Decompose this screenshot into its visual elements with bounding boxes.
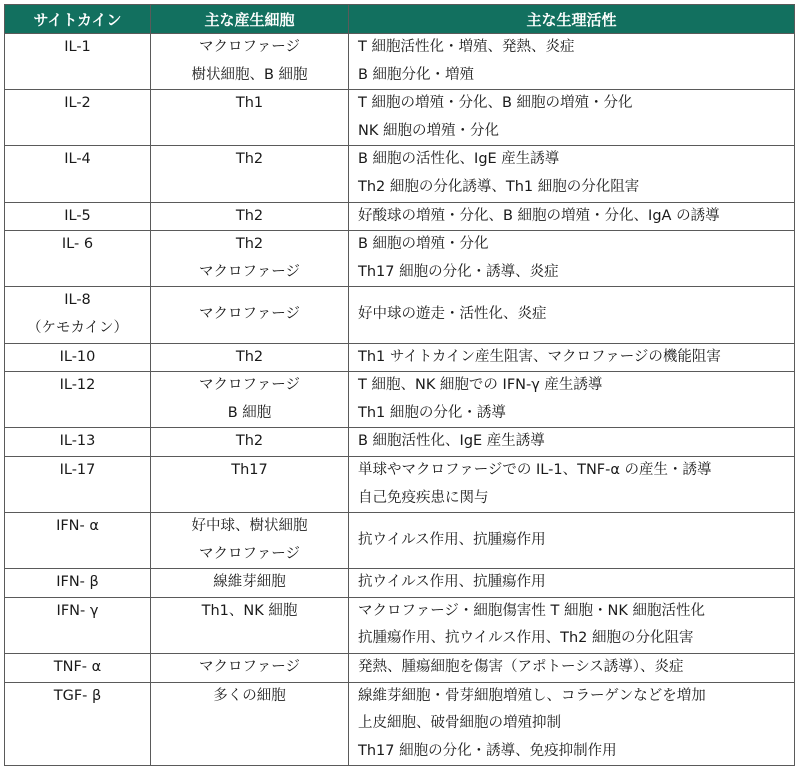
activity-line: 自己免疫疾患に関与 <box>358 489 489 506</box>
cytokine-name-cell <box>5 456 151 512</box>
producing-cells-cell <box>151 456 349 512</box>
activity-line: B 細胞の増殖・分化 <box>358 236 489 253</box>
producing-cell: 多くの細胞 <box>213 687 286 704</box>
producing-cells-cell <box>151 428 349 457</box>
producing-cell: Th2 <box>235 151 264 168</box>
activity-line: 抗ウイルス作用、抗腫瘍作用 <box>358 531 546 548</box>
producing-cell: 線維芽細胞 <box>213 574 286 591</box>
producing-cells-cell <box>151 287 349 343</box>
cytokine-name-cell <box>5 90 151 146</box>
activity-line: Th1 サイトカイン産生阻害、マクロファージの機能阻害 <box>358 348 721 365</box>
activity-line: B 細胞の活性化、IgE 産生誘導 <box>358 151 560 168</box>
producing-cell: Th2 <box>235 348 264 365</box>
activity-line: B 細胞活性化、IgE 産生誘導 <box>358 433 545 450</box>
producing-cell: Th17 <box>231 461 268 478</box>
table-row <box>5 34 795 90</box>
activity-line: Th2 細胞の分化誘導、Th1 細胞の分化阻害 <box>358 178 640 195</box>
table-row <box>5 428 795 457</box>
cytokine-name: TGF- β <box>53 687 102 704</box>
cytokine-name: IFN- γ <box>56 602 99 619</box>
cytokine-name: IL-4 <box>64 151 91 168</box>
cytokine-name-cell <box>5 287 151 343</box>
cytokine-name-cell <box>5 146 151 202</box>
activity-line: NK 細胞の増殖・分化 <box>358 122 499 139</box>
activity-cell <box>349 654 795 683</box>
producing-cells-cell <box>151 231 349 287</box>
table-row <box>5 682 795 766</box>
activity-line: T 細胞活性化・増殖、発熱、炎症 <box>358 39 575 55</box>
activity-line: 単球やマクロファージでの IL-1、TNF-α の産生・誘導 <box>358 461 712 478</box>
cytokine-name: IL-13 <box>59 433 96 450</box>
cytokine-name-cell <box>5 231 151 287</box>
activity-line: Th1 細胞の分化・誘導 <box>358 404 506 421</box>
activity-cell <box>349 597 795 653</box>
cytokine-table <box>4 4 795 766</box>
table-row <box>5 372 795 428</box>
activity-cell <box>349 682 795 766</box>
producing-cell: Th2 <box>235 433 264 450</box>
producing-cell: 好中球、樹状細胞 <box>191 518 308 535</box>
activity-cell <box>349 34 795 90</box>
producing-cells-cell <box>151 682 349 766</box>
header-producing-cells: 主な産生細胞 <box>151 5 349 34</box>
cytokine-name: IFN- β <box>56 574 99 591</box>
cytokine-name: IL-1 <box>64 39 91 55</box>
activity-cell <box>349 343 795 372</box>
cytokine-name-cell <box>5 343 151 372</box>
producing-cells-cell <box>151 597 349 653</box>
producing-cell: B 細胞 <box>227 404 272 421</box>
cytokine-name: TNF- α <box>53 659 102 676</box>
activity-cell <box>349 372 795 428</box>
activity-cell <box>349 456 795 512</box>
activity-line: T 細胞の増殖・分化、B 細胞の増殖・分化 <box>358 95 633 112</box>
producing-cell: Th1 <box>235 95 264 112</box>
activity-cell <box>349 287 795 343</box>
cytokine-name: IL-10 <box>59 348 96 365</box>
producing-cell: マクロファージ <box>199 659 300 676</box>
cytokine-name-cell <box>5 597 151 653</box>
activity-line: 抗腫瘍作用、抗ウイルス作用、Th2 細胞の分化阻害 <box>358 630 694 647</box>
cytokine-name: （ケモカイン） <box>26 319 129 336</box>
table-row <box>5 513 795 569</box>
cytokine-name: IL-5 <box>64 207 91 224</box>
cytokine-name: IL-17 <box>59 461 96 478</box>
activity-cell <box>349 146 795 202</box>
table-row <box>5 654 795 683</box>
table-row <box>5 202 795 231</box>
activity-line: 上皮細胞、破骨細胞の増殖抑制 <box>358 715 561 732</box>
table-row <box>5 597 795 653</box>
cytokine-name-cell <box>5 513 151 569</box>
header-cytokine: サイトカイン <box>5 5 151 34</box>
table-row <box>5 287 795 343</box>
header-row <box>5 5 795 34</box>
producing-cells-cell <box>151 34 349 90</box>
activity-cell <box>349 90 795 146</box>
cytokine-name: IL-8 <box>64 292 91 309</box>
page <box>4 4 795 766</box>
table-row <box>5 343 795 372</box>
cytokine-name-cell <box>5 202 151 231</box>
activity-line: Th17 細胞の分化・誘導、炎症 <box>358 263 559 280</box>
activity-cell <box>349 231 795 287</box>
activity-line: T 細胞、NK 細胞での IFN-γ 産生誘導 <box>358 377 603 394</box>
activity-line: 発熱、腫瘍細胞を傷害（アポトーシス誘導）、炎症 <box>358 659 684 676</box>
table-row <box>5 569 795 598</box>
cytokine-name-cell <box>5 682 151 766</box>
producing-cell: マクロファージ <box>199 306 300 323</box>
cytokine-name-cell <box>5 34 151 90</box>
activity-cell <box>349 513 795 569</box>
table-row <box>5 456 795 512</box>
producing-cell: マクロファージ <box>199 377 300 394</box>
activity-line: Th17 細胞の分化・誘導、免疫抑制作用 <box>358 742 617 759</box>
producing-cell: Th1、NK 細胞 <box>201 602 298 619</box>
cytokine-name: IL-2 <box>64 95 91 112</box>
producing-cell: マクロファージ <box>199 39 300 55</box>
producing-cell: 樹状細胞、B 細胞 <box>191 66 308 83</box>
producing-cells-cell <box>151 202 349 231</box>
producing-cells-cell <box>151 569 349 598</box>
producing-cell: Th2 <box>235 236 264 253</box>
producing-cell: マクロファージ <box>199 263 300 280</box>
activity-line: 好酸球の増殖・分化、B 細胞の増殖・分化、IgA の誘導 <box>358 207 720 224</box>
activity-line: B 細胞分化・増殖 <box>358 66 475 83</box>
cytokine-name-cell <box>5 428 151 457</box>
producing-cells-cell <box>151 654 349 683</box>
activity-line: 好中球の遊走・活性化、炎症 <box>358 306 547 323</box>
cytokine-name-cell <box>5 372 151 428</box>
producing-cell: Th2 <box>235 207 264 224</box>
activity-line: 抗ウイルス作用、抗腫瘍作用 <box>358 574 546 591</box>
activity-cell <box>349 202 795 231</box>
producing-cells-cell <box>151 146 349 202</box>
table-body <box>5 34 795 766</box>
activity-line: 線維芽細胞・骨芽細胞増殖し、コラーゲンなどを増加 <box>358 687 706 704</box>
header-activity: 主な生理活性 <box>349 5 795 34</box>
activity-cell <box>349 428 795 457</box>
producing-cell: マクロファージ <box>199 545 300 562</box>
table-row <box>5 231 795 287</box>
producing-cells-cell <box>151 343 349 372</box>
activity-cell <box>349 569 795 598</box>
table-row <box>5 90 795 146</box>
cytokine-name: IL- 6 <box>61 236 94 253</box>
cytokine-name-cell <box>5 569 151 598</box>
cytokine-name: IL-12 <box>59 377 96 394</box>
producing-cells-cell <box>151 372 349 428</box>
table-row <box>5 146 795 202</box>
producing-cells-cell <box>151 513 349 569</box>
cytokine-name: IFN- α <box>56 518 99 535</box>
cytokine-name-cell <box>5 654 151 683</box>
producing-cells-cell <box>151 90 349 146</box>
activity-line: マクロファージ・細胞傷害性 T 細胞・NK 細胞活性化 <box>358 602 705 619</box>
